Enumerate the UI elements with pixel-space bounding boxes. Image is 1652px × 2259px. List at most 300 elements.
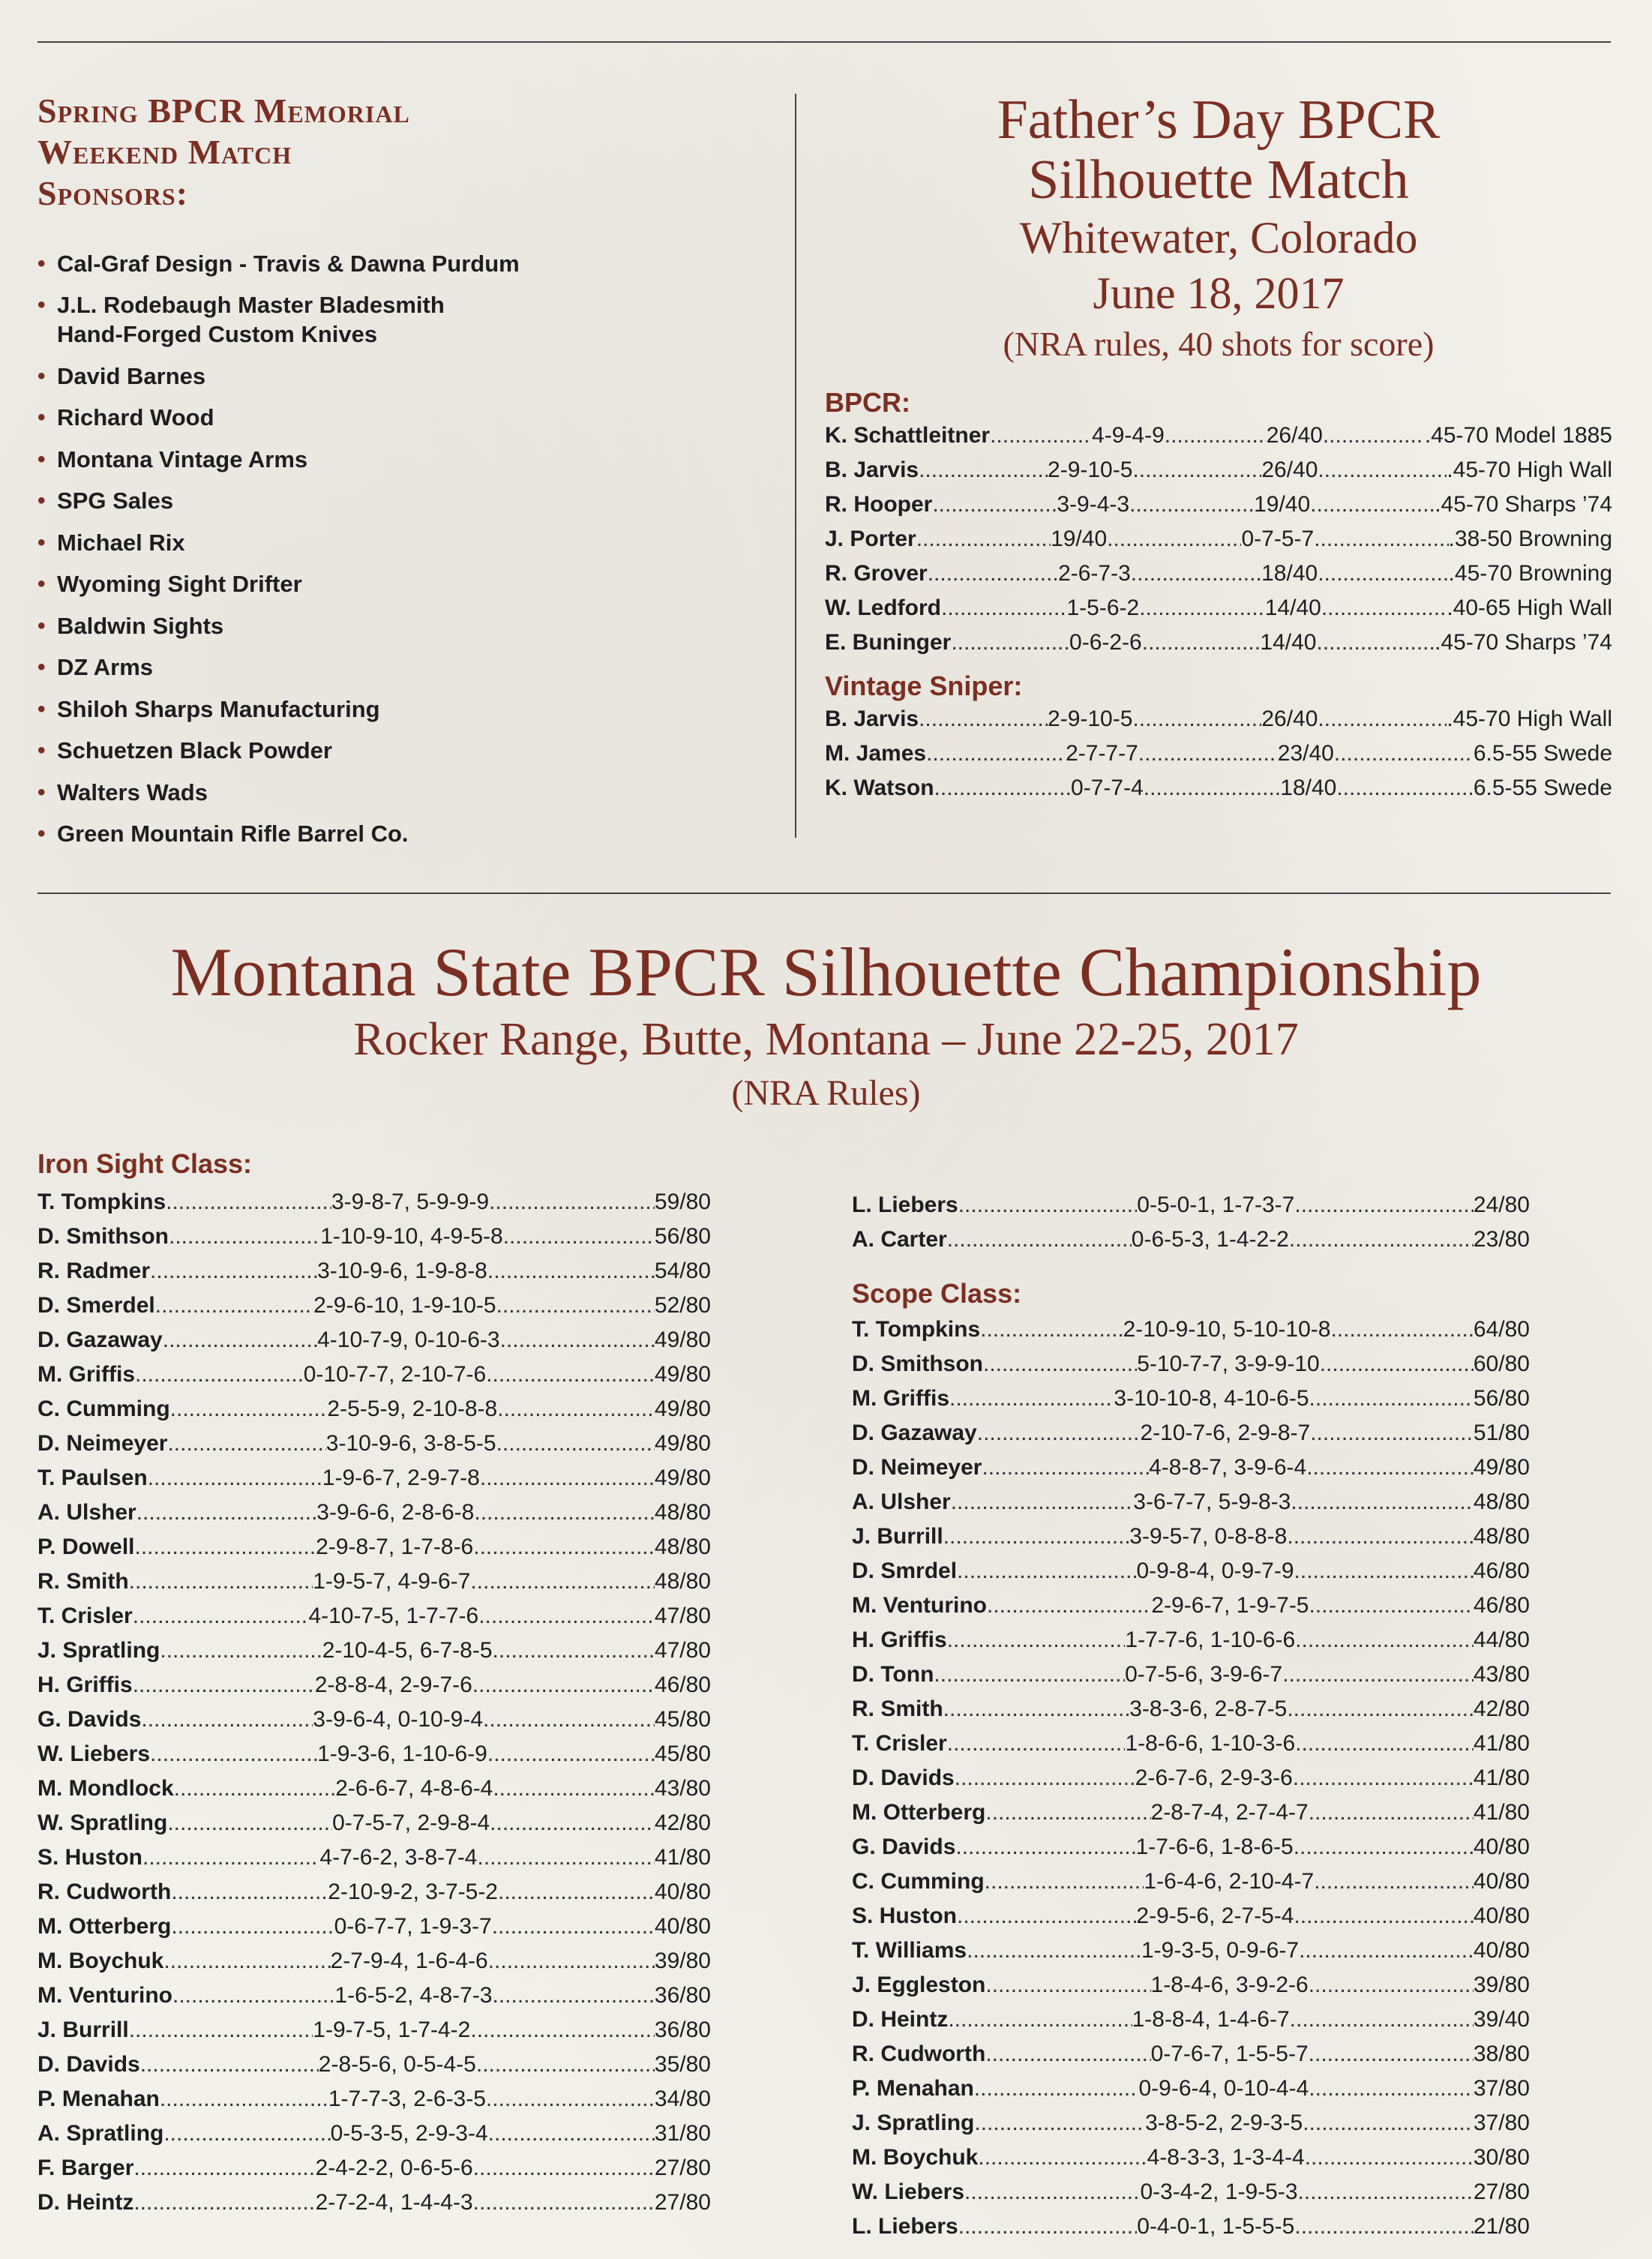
score-total: 48/80 [654, 1534, 711, 1559]
score-string: 0-7-5-7, 2-9-8-4 [332, 1810, 490, 1835]
leader-dots [934, 771, 1072, 806]
leader-dots [148, 1461, 322, 1496]
result-row [37, 1288, 711, 1323]
leader-dots [133, 2151, 315, 2186]
result-row [852, 2072, 1530, 2106]
shooter-name: M. Otterberg [37, 1914, 172, 1939]
result-row [825, 702, 1612, 736]
result-row [852, 2140, 1530, 2175]
score-total: 40/80 [654, 1880, 711, 1904]
leader-dots [1318, 702, 1447, 736]
sponsor-name: • Cal-Graf Design - Travis & Dawna Purdum [57, 250, 520, 277]
result-row [852, 2175, 1530, 2210]
result-row [37, 1496, 711, 1530]
leader-dots [1299, 1934, 1474, 1968]
fathers-day-title-2: Silhouette Match [1028, 149, 1409, 211]
score-total: 40/80 [1473, 1834, 1530, 1859]
shooter-name: K. Watson [825, 776, 934, 800]
sponsor-item [37, 652, 772, 682]
result-row [37, 2151, 711, 2186]
leader-dots [166, 1185, 331, 1220]
score-total: 23/80 [1473, 1227, 1530, 1252]
leader-dots [133, 2186, 315, 2220]
leader-dots [1291, 1485, 1474, 1520]
leader-dots [487, 1737, 655, 1772]
shooter-name: T. Paulsen [37, 1466, 148, 1490]
score-string: 2-10-4-5, 6-7-8-5 [322, 1638, 493, 1663]
leader-dots [955, 1830, 1135, 1864]
leader-dots [1323, 418, 1425, 453]
score-string: 1-9-5-7, 4-9-6-7 [313, 1569, 471, 1594]
score-string: 2-8-5-6, 0-5-4-5 [318, 2052, 476, 2077]
leader-dots [1305, 2140, 1474, 2175]
score-string: 4-8-3-3, 1-3-4-4 [1147, 2145, 1305, 2170]
rifle: .40-65 High Wall [1447, 596, 1612, 620]
score-string: 3-9-6-6, 2-8-6-8 [316, 1500, 475, 1525]
score-string: 0-9-6-4, 0-10-4-4 [1138, 2076, 1309, 2101]
column-divider [795, 94, 796, 838]
leader-dots [1310, 1416, 1474, 1450]
score-total: 34/80 [654, 2086, 711, 2111]
leader-dots [133, 1668, 315, 1702]
leader-dots [951, 626, 1069, 660]
sponsor-item [37, 694, 772, 724]
result-row [37, 2082, 711, 2116]
score-total: 49/80 [654, 1328, 711, 1352]
leader-dots [160, 1634, 322, 1668]
score-string: 2-7-9-4, 1-6-4-6 [330, 1948, 488, 1973]
score-string: 3-8-5-2, 2-9-3-5 [1145, 2110, 1303, 2135]
shooter-name: L. Liebers [852, 1192, 958, 1217]
score-string: 2-6-7-6, 2-9-3-6 [1135, 1766, 1293, 1790]
leader-dots [1295, 1726, 1474, 1761]
score-total: 41/80 [1473, 1731, 1530, 1756]
result-row [852, 1222, 1530, 1257]
shooter-name: J. Burrill [852, 1524, 943, 1549]
leader-dots [129, 2013, 313, 2048]
score-string: 4-10-7-9, 0-10-6-3 [317, 1328, 500, 1352]
leader-dots [1330, 1312, 1473, 1347]
sponsor-item [37, 290, 772, 349]
score-total: 18/40 [1280, 776, 1337, 800]
rifle: .45-70 Model 1885 [1424, 423, 1612, 448]
scope-class-heading: Scope Class: [852, 1278, 1022, 1309]
fathers-day-header [825, 90, 1612, 368]
leader-dots [977, 1416, 1141, 1450]
leader-dots [171, 1875, 328, 1910]
shooter-name: B. Jarvis [825, 706, 919, 731]
score-total: 49/80 [654, 1431, 711, 1456]
result-row [852, 1382, 1530, 1416]
score-string: 0-3-4-2, 1-9-5-3 [1140, 2180, 1298, 2204]
score-string: 1-9-7-5, 1-7-4-2 [313, 2018, 471, 2042]
result-row [37, 1220, 711, 1254]
sponsor-item [37, 362, 772, 391]
shooter-name: A. Carter [852, 1227, 947, 1252]
result-row [37, 1323, 711, 1358]
vintage-sniper-heading: Vintage Sniper: [825, 670, 1023, 701]
result-row [852, 1485, 1530, 1520]
leader-dots [1144, 771, 1281, 806]
result-row [852, 2210, 1530, 2244]
shooter-name: M. Otterberg [852, 1800, 986, 1825]
shooter-name: D. Davids [37, 2052, 140, 2077]
result-row [852, 1934, 1530, 1968]
leader-dots [478, 1840, 655, 1875]
leader-dots [916, 522, 1051, 556]
leader-dots [163, 1323, 317, 1358]
score-total: 21/80 [1473, 2214, 1530, 2239]
leader-dots [1129, 488, 1254, 522]
leader-dots [1138, 736, 1278, 771]
leader-dots [987, 1588, 1151, 1623]
leader-dots [948, 2002, 1132, 2037]
sponsor-item [37, 403, 772, 432]
montana-subtitle: Rocker Range, Butte, Montana – June 22-25, 2017 [353, 1014, 1299, 1065]
sponsor-item [37, 569, 772, 598]
leader-dots [974, 2072, 1139, 2106]
result-row [852, 1416, 1530, 1450]
score-total: 46/80 [654, 1672, 711, 1697]
score-string: 2-4-2-2, 0-6-5-6 [315, 2156, 473, 2180]
result-row [852, 1726, 1530, 1761]
score-total: 27/80 [654, 2156, 711, 2180]
score-total: 49/80 [654, 1396, 711, 1421]
shooter-name: B. Jarvis [825, 458, 919, 482]
leader-dots [169, 1220, 320, 1254]
shooter-name: D. Neimeyer [37, 1431, 168, 1456]
fathers-day-date: June 18, 2017 [1093, 268, 1345, 318]
leader-dots [492, 1910, 655, 1944]
leader-dots [500, 1323, 655, 1358]
leader-dots [1282, 1658, 1474, 1692]
sponsor-name: • Wyoming Sight Drifter [57, 571, 302, 598]
score-string: 2-6-7-3 [1058, 561, 1131, 586]
score-total: 48/80 [1473, 1490, 1530, 1514]
leader-dots [497, 1392, 655, 1426]
score-string: 0-6-5-3, 1-4-2-2 [1131, 1227, 1289, 1252]
score-string: 1-8-6-6, 1-10-3-6 [1125, 1731, 1296, 1756]
leader-dots [985, 1864, 1144, 1899]
shooter-name: M. Boychuk [852, 2145, 979, 2170]
leader-dots [943, 1692, 1130, 1726]
leader-dots [155, 1288, 313, 1323]
leader-dots [1289, 1222, 1474, 1257]
leader-dots [141, 1702, 313, 1737]
score-total: 45/80 [654, 1707, 711, 1732]
leader-dots [1294, 1830, 1474, 1864]
shooter-name: W. Liebers [37, 1742, 151, 1766]
score-string: 0-4-0-1, 1-5-5-5 [1137, 2214, 1295, 2239]
section-rule [37, 892, 1611, 894]
score-total: 46/80 [1473, 1558, 1530, 1583]
score-total: 18/40 [1261, 561, 1318, 586]
leader-dots [129, 1564, 313, 1599]
result-row [37, 1358, 711, 1392]
score-string: 2-9-5-6, 2-7-5-4 [1136, 1904, 1294, 1928]
leader-dots [487, 1254, 655, 1288]
result-row [37, 1668, 711, 1702]
leader-dots [1309, 1588, 1474, 1623]
score-total: 40/80 [1473, 1904, 1530, 1928]
score-total: 38/80 [1473, 2042, 1530, 2066]
result-row [37, 1772, 711, 1806]
leader-dots [1294, 2210, 1474, 2244]
score-total: 44/80 [1473, 1628, 1530, 1652]
score-string: 1-6-4-6, 2-10-4-7 [1144, 1869, 1315, 1894]
leader-dots [490, 1806, 655, 1840]
sponsors-section [37, 90, 772, 861]
leader-dots [985, 1796, 1150, 1830]
leader-dots [171, 1910, 334, 1944]
score-string: 0-5-0-1, 1-7-3-7 [1137, 1192, 1295, 1217]
score-total: 27/80 [654, 2190, 711, 2215]
result-row [852, 1761, 1530, 1796]
shooter-name: M. Venturino [852, 1593, 987, 1618]
leader-dots [1316, 626, 1435, 660]
leader-dots [958, 1188, 1138, 1222]
leader-dots [1314, 1864, 1474, 1899]
iron-sight-results [37, 1185, 711, 2220]
score-total: 54/80 [654, 1258, 711, 1283]
score-string: 1-7-7-6, 1-10-6-6 [1125, 1628, 1296, 1652]
result-row [37, 1461, 711, 1496]
leader-dots [489, 1185, 655, 1220]
score-total: 56/80 [654, 1224, 711, 1249]
score-string: 3-9-6-4, 0-10-9-4 [313, 1707, 484, 1732]
top-rule [37, 41, 1611, 43]
leader-dots [926, 736, 1066, 771]
shooter-name: D. Heintz [852, 2007, 949, 2032]
score-total: 39/40 [1473, 2007, 1530, 2032]
shooter-name: C. Cumming [37, 1396, 170, 1421]
montana-title: Montana State BPCR Silhouette Championship [170, 934, 1482, 1010]
score-total: 40/80 [654, 1914, 711, 1939]
leader-dots [964, 2175, 1140, 2210]
score-string: 19/40 [1051, 526, 1108, 551]
result-row [825, 522, 1612, 556]
score-total: 48/80 [1473, 1524, 1530, 1549]
score-string: 4-7-6-2, 3-8-7-4 [319, 1845, 478, 1870]
leader-dots [150, 1254, 317, 1288]
score-string: 3-10-9-6, 1-9-8-8 [317, 1258, 487, 1283]
leader-dots [135, 1358, 304, 1392]
shooter-name: M. Mondlock [37, 1776, 174, 1801]
iron-sight-section [37, 1143, 711, 2220]
result-row [825, 736, 1612, 771]
shooter-name: D. Neimeyer [852, 1455, 982, 1480]
sponsor-name: • Shiloh Sharps Manufacturing [57, 695, 380, 722]
leader-dots [1107, 522, 1241, 556]
shooter-name: R. Cudworth [37, 1880, 172, 1904]
result-row [852, 1347, 1530, 1382]
shooter-name: M. James [825, 741, 927, 766]
leader-dots [957, 1899, 1136, 1934]
rifle: .38-50 Browning [1448, 526, 1613, 551]
result-row [852, 1623, 1530, 1658]
score-string: 2-9-6-7, 1-9-7-5 [1151, 1593, 1309, 1618]
leader-dots [1318, 453, 1447, 488]
leader-dots [493, 1634, 655, 1668]
leader-dots [932, 488, 1057, 522]
leader-dots [167, 1806, 332, 1840]
result-row [37, 1564, 711, 1599]
leader-dots [470, 1564, 655, 1599]
shooter-name: A. Ulsher [852, 1490, 951, 1514]
leader-dots [1287, 1692, 1474, 1726]
leader-dots [488, 1944, 655, 1978]
score-string: 3-9-8-7, 5-9-9-9 [331, 1190, 490, 1214]
leader-dots [1318, 556, 1448, 591]
score-string: 2-7-2-4, 1-4-4-3 [315, 2190, 473, 2215]
leader-dots [1314, 522, 1448, 556]
score-total: 49/80 [1473, 1455, 1530, 1480]
score-string: 0-10-7-7, 2-10-7-6 [303, 1362, 487, 1387]
leader-dots [1287, 1520, 1474, 1554]
shooter-name: S. Huston [37, 1845, 142, 1870]
result-row [852, 1692, 1530, 1726]
sponsor-name: • Baldwin Sights [57, 612, 224, 639]
leader-dots [1132, 453, 1261, 488]
leader-dots [472, 1668, 655, 1702]
shooter-name: E. Buninger [825, 630, 952, 655]
result-row [825, 556, 1612, 591]
leader-dots [493, 1772, 655, 1806]
result-row [852, 1899, 1530, 1934]
sponsor-item [37, 249, 772, 278]
leader-dots [974, 2106, 1145, 2140]
leader-dots [473, 2186, 655, 2220]
score-total: 41/80 [1473, 1800, 1530, 1825]
sponsor-name: • Schuetzen Black Powder [57, 737, 332, 764]
scope-class-results [852, 1312, 1530, 2244]
shooter-name: A. Ulsher [37, 1500, 136, 1525]
leader-dots [1336, 771, 1474, 806]
score-string: 2-6-6-7, 4-8-6-4 [335, 1776, 493, 1801]
shooter-name: R. Grover [825, 561, 928, 586]
sponsor-name: • Green Mountain Rifle Barrel Co. [57, 820, 409, 848]
score-string: 4-8-8-7, 3-9-6-4 [1149, 1455, 1307, 1480]
result-row [852, 1658, 1530, 1692]
score-string: 3-8-3-6, 2-8-7-5 [1129, 1696, 1288, 1721]
shooter-name: D. Gazaway [852, 1420, 977, 1445]
score-string: 1-5-6-2 [1066, 596, 1140, 620]
sponsor-name: • Montana Vintage Arms [57, 446, 308, 472]
score-total: 14/40 [1264, 596, 1321, 620]
leader-dots [1165, 418, 1267, 453]
shooter-name: R. Cudworth [852, 2042, 986, 2066]
score-string: 0-7-7-4 [1071, 776, 1144, 800]
leader-dots [167, 1426, 325, 1461]
shooter-name: D. Gazaway [37, 1328, 163, 1352]
sponsors-title-line: Spring BPCR Memorial [37, 92, 410, 130]
result-row [852, 1554, 1530, 1588]
score-total: 42/80 [654, 1810, 711, 1835]
sponsors-title [37, 90, 562, 214]
leader-dots [978, 2140, 1147, 2175]
score-string: 1-7-6-6, 1-8-6-5 [1135, 1834, 1294, 1859]
score-total: 49/80 [654, 1362, 711, 1387]
sponsor-item [37, 819, 772, 848]
sponsor-list [37, 249, 772, 849]
score-string: 5-10-7-7, 3-9-9-10 [1137, 1352, 1320, 1376]
shooter-name: M. Venturino [37, 1983, 172, 2008]
score-total: 23/40 [1277, 741, 1334, 766]
leader-dots [473, 2151, 655, 2186]
leader-dots [496, 1288, 655, 1323]
sponsor-item [37, 778, 772, 807]
score-string: 2-10-7-6, 2-9-8-7 [1140, 1420, 1311, 1445]
leader-dots [947, 1726, 1126, 1761]
rifle: .45-70 Sharps ’74 [1435, 630, 1612, 655]
sponsor-name: • DZ Arms [57, 654, 154, 681]
score-string: 1-9-3-5, 0-9-6-7 [1141, 1938, 1300, 1963]
score-string: 4-9-4-9 [1092, 423, 1165, 448]
result-row [825, 591, 1612, 626]
iron-sight-heading: Iron Sight Class: [37, 1148, 253, 1179]
result-row [37, 1875, 711, 1910]
result-row [37, 1392, 711, 1426]
leader-dots [1294, 1554, 1474, 1588]
leader-dots [163, 1944, 330, 1978]
score-string: 2-8-7-4, 2-7-4-7 [1150, 1800, 1309, 1825]
score-total: 35/80 [654, 2052, 711, 2077]
shooter-name: P. Dowell [37, 1534, 135, 1559]
rifle: 6.5-55 Swede [1473, 741, 1613, 766]
score-total: 56/80 [1473, 1386, 1530, 1411]
shooter-name: J. Porter [825, 526, 916, 551]
leader-dots [1142, 626, 1261, 660]
sponsor-item [37, 486, 772, 515]
result-row [37, 1254, 711, 1288]
leader-dots [474, 1496, 655, 1530]
shooter-name: S. Huston [852, 1904, 957, 1928]
leader-dots [1309, 1968, 1474, 2002]
score-total: 0-7-5-7 [1241, 526, 1315, 551]
leader-dots [163, 2116, 330, 2151]
score-total: 24/80 [1473, 1192, 1530, 1217]
score-total: 43/80 [654, 1776, 711, 1801]
leader-dots [949, 1382, 1114, 1416]
leader-dots [480, 1461, 655, 1496]
score-total: 37/80 [1473, 2110, 1530, 2135]
score-total: 26/40 [1261, 706, 1318, 731]
score-string: 3-10-9-6, 3-8-5-5 [325, 1431, 496, 1456]
leader-dots [140, 2048, 319, 2082]
shooter-name: D. Heintz [37, 2190, 134, 2215]
leader-dots [170, 1392, 328, 1426]
shooter-name: J. Burrill [37, 2018, 129, 2042]
sponsor-name: • SPG Sales [57, 488, 174, 514]
shooter-name: T. Williams [852, 1938, 967, 1963]
result-row [37, 2116, 711, 2151]
leader-dots [943, 1520, 1130, 1554]
score-total: 40/80 [1473, 1938, 1530, 1963]
sponsor-item [37, 445, 772, 474]
leader-dots [919, 453, 1048, 488]
shooter-name: D. Smithson [852, 1352, 984, 1376]
score-string: 0-6-7-7, 1-9-3-7 [334, 1914, 492, 1939]
score-string: 2-10-9-2, 3-7-5-2 [328, 1880, 498, 1904]
leader-dots [470, 2013, 655, 2048]
score-total: 36/80 [654, 1983, 711, 2008]
leader-dots [957, 1554, 1136, 1588]
result-row [37, 2013, 711, 2048]
iron-sight-results-continued [852, 1188, 1530, 1257]
bpcr-heading: BPCR: [825, 387, 910, 418]
score-total: 43/80 [1473, 1662, 1530, 1687]
shooter-name: K. Schattleitner [825, 423, 991, 448]
